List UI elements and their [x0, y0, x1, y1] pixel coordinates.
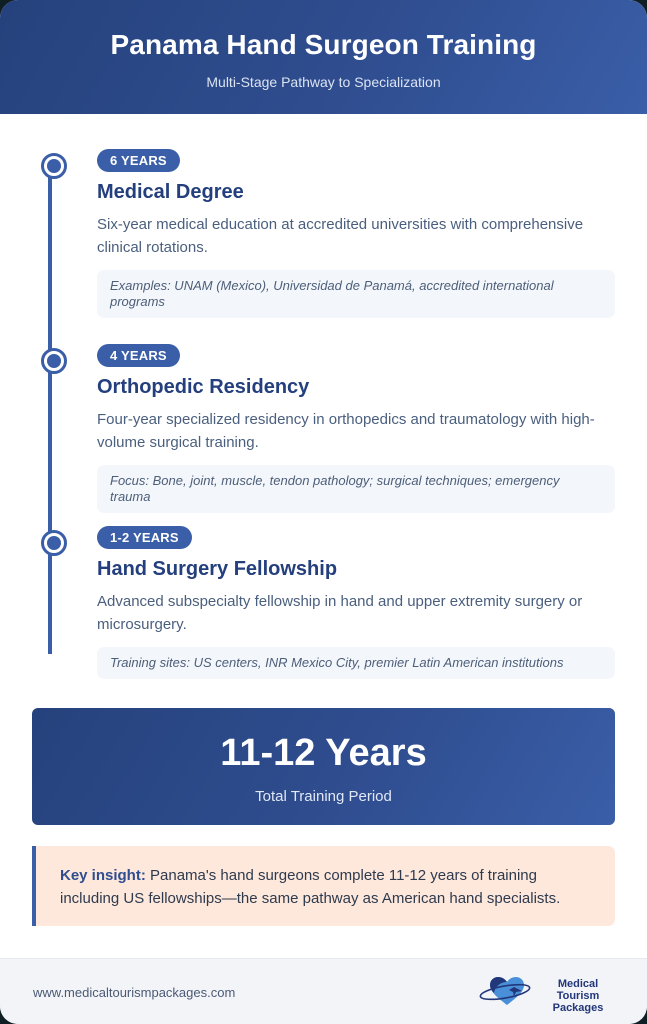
timeline-dot-icon	[41, 348, 67, 374]
stage-hand-surgery-fellowship	[97, 526, 615, 679]
duration-badge: 4 YEARS	[97, 344, 180, 367]
insight-text: Panama's hand surgeons complete 11-12 years of training including US fellowships—the same pathway as American hand specialists.	[60, 867, 561, 907]
timeline-dot-icon	[41, 153, 67, 179]
stage-title: Hand Surgery Fellowship	[97, 558, 338, 580]
total-years: 11-12 Years	[220, 732, 427, 774]
total-training-box	[32, 708, 615, 825]
timeline-line	[48, 165, 52, 654]
stage-medical-degree	[97, 149, 615, 318]
duration-badge: 1-2 YEARS	[97, 526, 192, 549]
page-title: Panama Hand Surgeon Training	[110, 29, 537, 60]
brand-line-1: Medical Tourism	[556, 978, 600, 1002]
brand-logo[interactable]	[478, 975, 623, 1014]
stage-note: Focus: Bone, joint, muscle, tendon pathology; surgical techniques; emergency trauma	[97, 465, 615, 513]
stage-description: Advanced subspecialty fellowship in hand and upper extremity surgery or microsurgery.	[97, 593, 583, 633]
footer	[0, 958, 647, 1024]
footer-url-link[interactable]: www.medicaltourismpackages.com	[33, 985, 236, 1000]
insight-label: Key insight:	[60, 867, 146, 884]
key-insight-callout	[32, 846, 615, 926]
stage-title: Medical Degree	[97, 181, 244, 203]
page-subtitle: Multi-Stage Pathway to Specialization	[206, 74, 441, 90]
brand-line-2: Packages	[552, 1002, 604, 1014]
total-label: Total Training Period	[255, 788, 392, 805]
stage-description: Six-year medical education at accredited universities with comprehensive clinical rotations.	[97, 216, 584, 256]
stage-orthopedic-residency	[97, 344, 615, 513]
timeline-dot-icon	[41, 530, 67, 556]
stage-description: Four-year specialized residency in orthopedics and traumatology with high-volume surgical training.	[97, 411, 595, 451]
stage-note: Training sites: US centers, INR Mexico City, premier Latin American institutions	[97, 647, 615, 679]
duration-badge: 6 YEARS	[97, 149, 180, 172]
brand-name	[536, 978, 620, 1014]
header	[0, 0, 647, 114]
heart-plane-logo-icon	[478, 975, 536, 1009]
stage-note: Examples: UNAM (Mexico), Universidad de Panamá, accredited international programs	[97, 270, 615, 318]
stage-title: Orthopedic Residency	[97, 376, 310, 398]
